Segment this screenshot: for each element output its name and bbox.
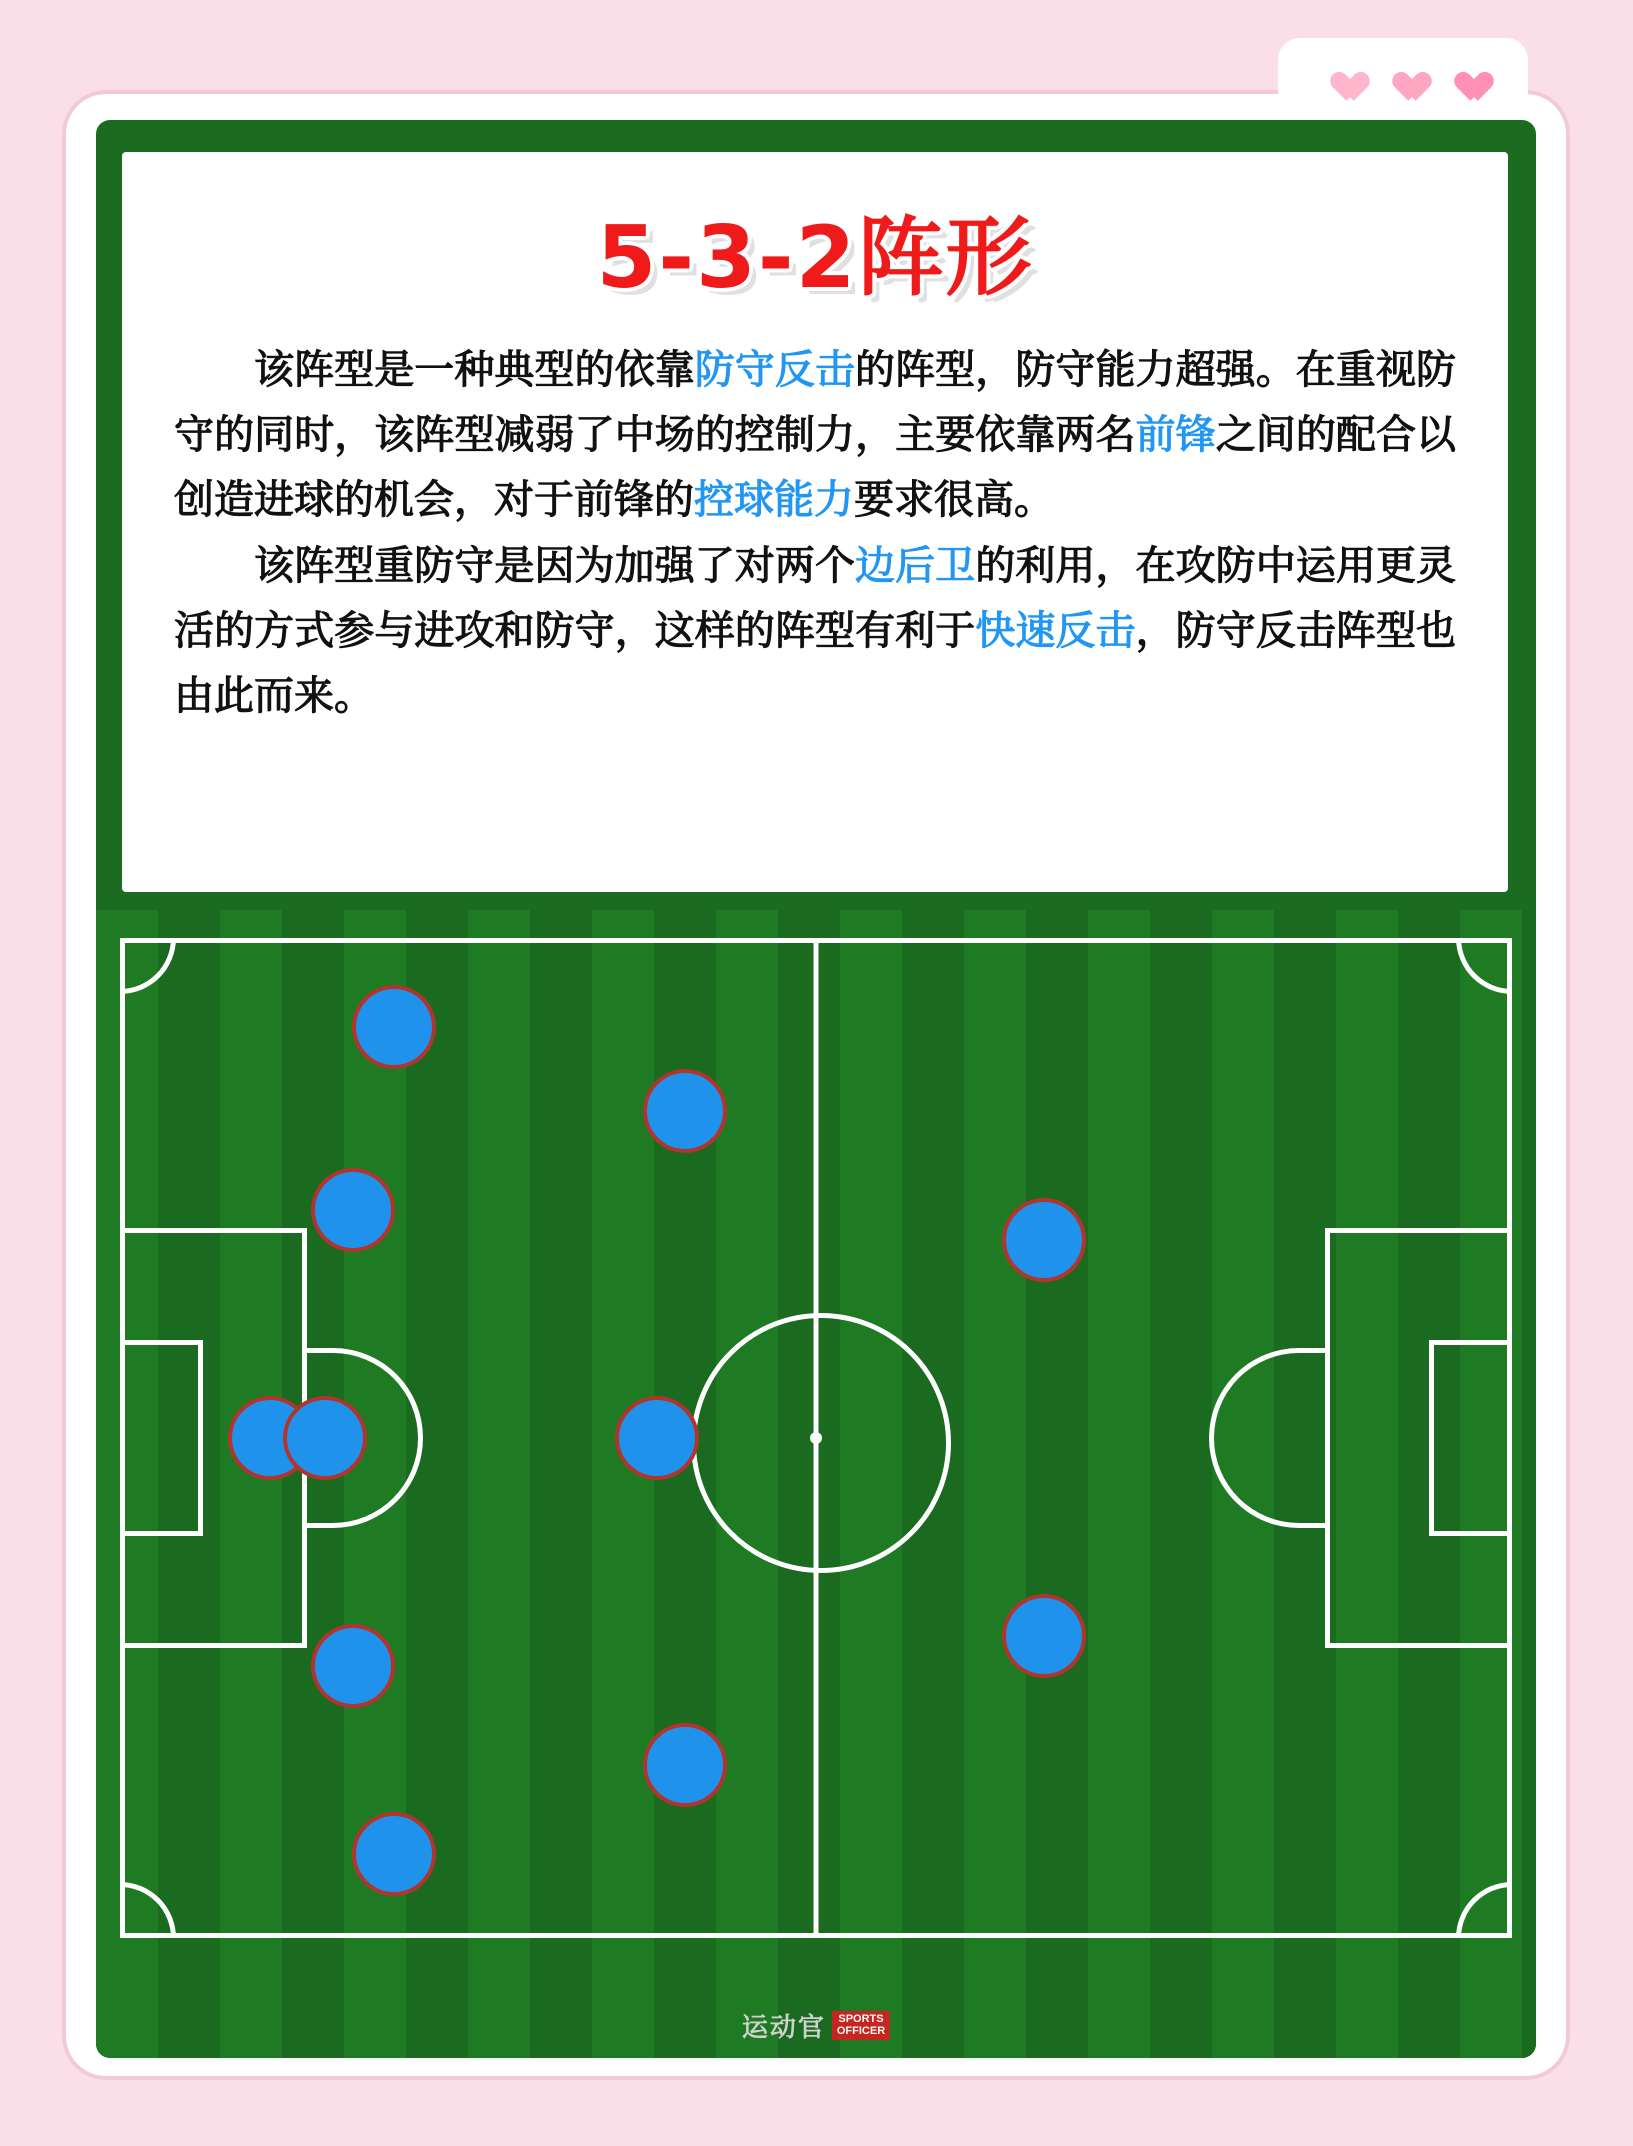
center-circle xyxy=(691,1313,951,1573)
corner-arc xyxy=(120,1882,176,1938)
heart-icon xyxy=(1448,58,1482,90)
watermark-text: 运动官 xyxy=(741,2013,826,2043)
text-run: 的阵型，防守能力超强。在重视防守的同时，该阵型减弱了中场的控制力，主要依靠两名 xyxy=(174,347,1457,458)
highlight-term: 控球能力 xyxy=(694,476,854,523)
highlight-term: 边后卫 xyxy=(855,543,976,590)
corner-arc xyxy=(1456,1882,1512,1938)
heart-icon xyxy=(1386,58,1420,90)
player-marker-left-midfielder xyxy=(643,1069,727,1153)
description-text xyxy=(174,338,1456,729)
page-title: 5-3-2阵形 xyxy=(596,208,1034,308)
pitch-area xyxy=(96,910,1536,2058)
text-run: 该阵型是一种典型的依靠 xyxy=(254,347,695,393)
text-run: ，防守反击阵型也由此而来。 xyxy=(174,608,1457,719)
heart-icon xyxy=(1324,58,1358,90)
center-spot xyxy=(810,1432,822,1444)
player-marker-center-midfielder xyxy=(615,1396,699,1480)
penalty-arc-right xyxy=(1209,1348,1329,1528)
highlight-term: 快速反击 xyxy=(975,608,1136,655)
paragraph xyxy=(174,534,1456,728)
player-marker-right-midfielder xyxy=(643,1723,727,1807)
watermark-badge-line1: SPORTS xyxy=(838,2012,884,2025)
text-run: 该阵型重防守是因为加强了对两个 xyxy=(254,543,856,590)
corner-arc xyxy=(120,938,176,994)
player-marker-left-center-back xyxy=(311,1168,395,1252)
watermark-badge-line2: OFFICER xyxy=(836,2024,886,2037)
watermark xyxy=(742,2007,890,2044)
heart-tab xyxy=(1278,38,1528,110)
highlight-term: 前锋 xyxy=(1135,411,1216,458)
player-marker-right-center-back xyxy=(311,1624,395,1708)
corner-arc xyxy=(1456,938,1512,994)
goal-area-right xyxy=(1429,1340,1507,1536)
text-run: 之间的配合以创造进球的机会，对于前锋的 xyxy=(174,411,1457,523)
pitch-markings xyxy=(120,938,1512,1938)
watermark-badge xyxy=(832,2011,890,2040)
tactics-board xyxy=(96,120,1536,2058)
player-marker-right-striker xyxy=(1002,1594,1086,1678)
goal-area-left xyxy=(125,1340,203,1536)
player-marker-left-striker xyxy=(1002,1198,1086,1282)
highlight-term: 防守反击 xyxy=(694,347,856,393)
paragraph xyxy=(174,338,1456,532)
player-marker-left-wing-back xyxy=(352,985,436,1069)
text-run: 的利用，在攻防中运用更灵活的方式参与进攻和防守，这样的阵型有利于 xyxy=(174,543,1457,655)
description-card xyxy=(122,152,1508,892)
player-marker-right-wing-back xyxy=(352,1812,436,1896)
player-marker-center-back xyxy=(283,1396,367,1480)
text-run: 要求很高。 xyxy=(854,476,1054,523)
